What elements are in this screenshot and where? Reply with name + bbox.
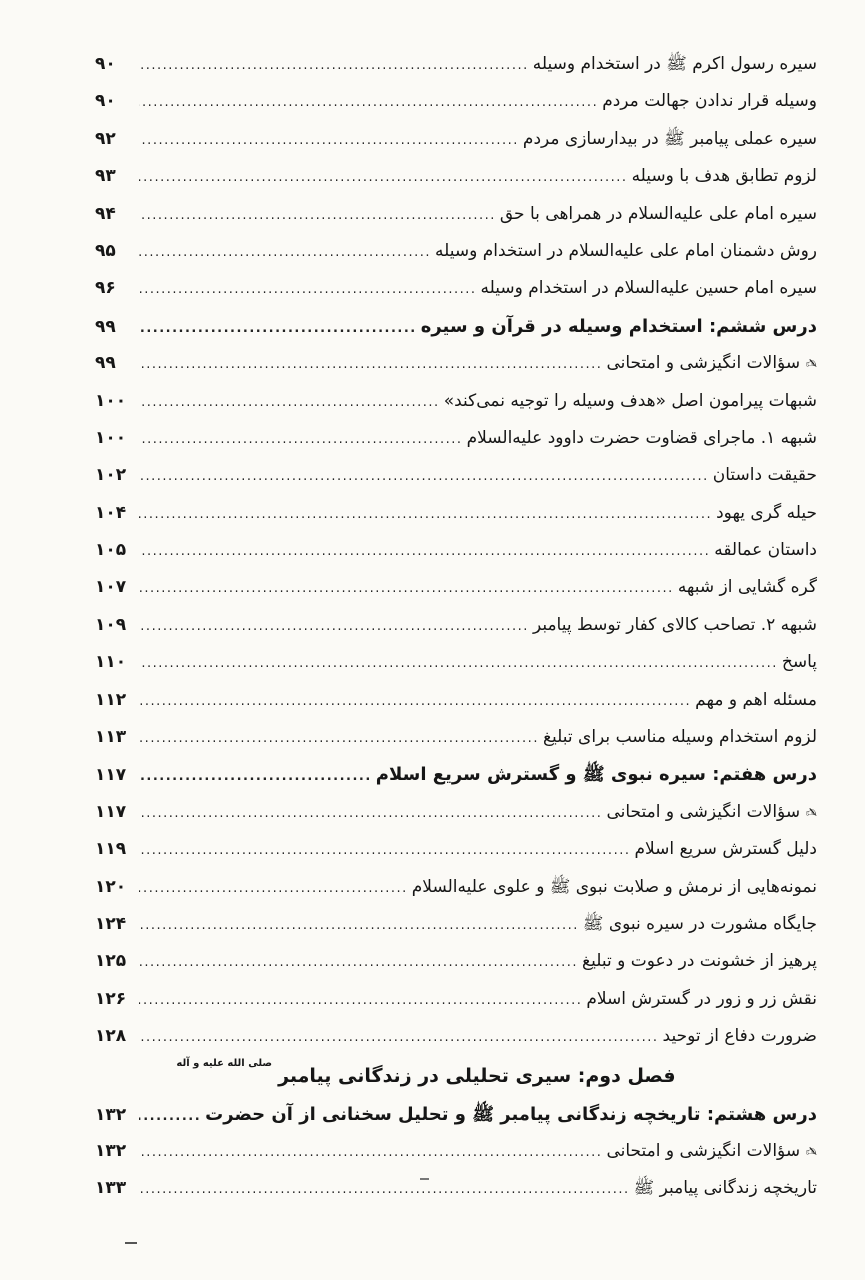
toc-entry: داستان عمالقه ..... ۱۰۵	[95, 532, 817, 569]
toc-entry: ضرورت دفاع از توحید ..... ۱۲۸	[95, 1018, 817, 1055]
toc-entry: سیره رسول اکرم ﷺ در استخدام وسیله ..... ۹۰	[95, 46, 817, 83]
toc-entry: مسئله اهم و مهم ..... ۱۱۲	[95, 682, 817, 719]
toc-entry-questions: ✍سؤالات انگیزشی و امتحانی ..... ۱۱۷	[95, 794, 817, 831]
toc-lesson-heading: درس هفتم: سیره نبوی ﷺ و گسترش سریع اسلام ..... ۱۱۷	[95, 756, 817, 793]
toc-entry: روش دشمنان امام علی علیه‌السلام در استخدام وسیله ..... ۹۵	[95, 233, 817, 270]
pen-icon: ✍	[806, 1144, 817, 1160]
print-mark	[420, 1178, 429, 1180]
toc-entry: لزوم استخدام وسیله مناسب برای تبلیغ ..... ۱۱۳	[95, 719, 817, 756]
toc-entry: تاریخچه زندگانی پیامبر ﷺ ..... ۱۳۳	[95, 1170, 817, 1207]
toc-entry-questions: ✍سؤالات انگیزشی و امتحانی ..... ۹۹	[95, 345, 817, 382]
print-mark	[125, 1242, 137, 1244]
toc-entry: شبهه ۱. ماجرای قضاوت حضرت داوود علیه‌السلام ..... ۱۰۰	[95, 420, 817, 457]
toc-entry: وسیله قرار ندادن جهالت مردم ..... ۹۰	[95, 83, 817, 120]
table-of-contents	[95, 46, 817, 1208]
toc-entry: جایگاه مشورت در سیره نبوی ﷺ ..... ۱۲۴	[95, 906, 817, 943]
toc-entry: حقیقت داستان ..... ۱۰۲	[95, 457, 817, 494]
toc-entry: گره گشایی از شبهه ..... ۱۰۷	[95, 569, 817, 606]
chapter-heading	[95, 1056, 817, 1096]
toc-entry: شبهات پیرامون اصل «هدف وسیله را توجیه نمی‌کند» ..... ۱۰۰	[95, 383, 817, 420]
toc-entry: سیره امام حسین علیه‌السلام در استخدام وسیله ..... ۹۶	[95, 270, 817, 307]
toc-lesson-heading: درس هشتم: تاریخچه زندگانی پیامبر ﷺ و تحلیل سخنانی از آن حضرت ..... ۱۳۲	[95, 1096, 817, 1133]
toc-entry: حیله گری یهود ..... ۱۰۴	[95, 495, 817, 532]
toc-entry: سیره عملی پیامبر ﷺ در بیدارسازی مردم ..... ۹۲	[95, 121, 817, 158]
chapter-title: فصل دوم: سیری تحلیلی در زندگانی پیامبر	[278, 1064, 676, 1087]
toc-entry: نقش زر و زور در گسترش اسلام ..... ۱۲۶	[95, 981, 817, 1018]
toc-lesson-heading: درس ششم: استخدام وسیله در قرآن و سیره ..... ۹۹	[95, 308, 817, 345]
pen-icon: ✍	[806, 805, 817, 821]
salawat-note: صلی الله علیه و آله	[176, 1058, 273, 1070]
toc-entry: سیره امام علی علیه‌السلام در همراهی با حق ..... ۹۴	[95, 196, 817, 233]
toc-entry: پرهیز از خشونت در دعوت و تبلیغ ..... ۱۲۵	[95, 943, 817, 980]
toc-entry: دلیل گسترش سریع اسلام ..... ۱۱۹	[95, 831, 817, 868]
toc-entry: لزوم تطابق هدف با وسیله ..... ۹۳	[95, 158, 817, 195]
pen-icon: ✍	[806, 357, 817, 373]
toc-entry-questions: ✍سؤالات انگیزشی و امتحانی ..... ۱۳۲	[95, 1133, 817, 1170]
toc-entry: پاسخ ..... ۱۱۰	[95, 644, 817, 681]
toc-entry: شبهه ۲. تصاحب کالای کفار توسط پیامبر ..... ۱۰۹	[95, 607, 817, 644]
toc-entry: نمونه‌هایی از نرمش و صلابت نبوی ﷺ و علوی علیه‌السلام ..... ۱۲۰	[95, 869, 817, 906]
